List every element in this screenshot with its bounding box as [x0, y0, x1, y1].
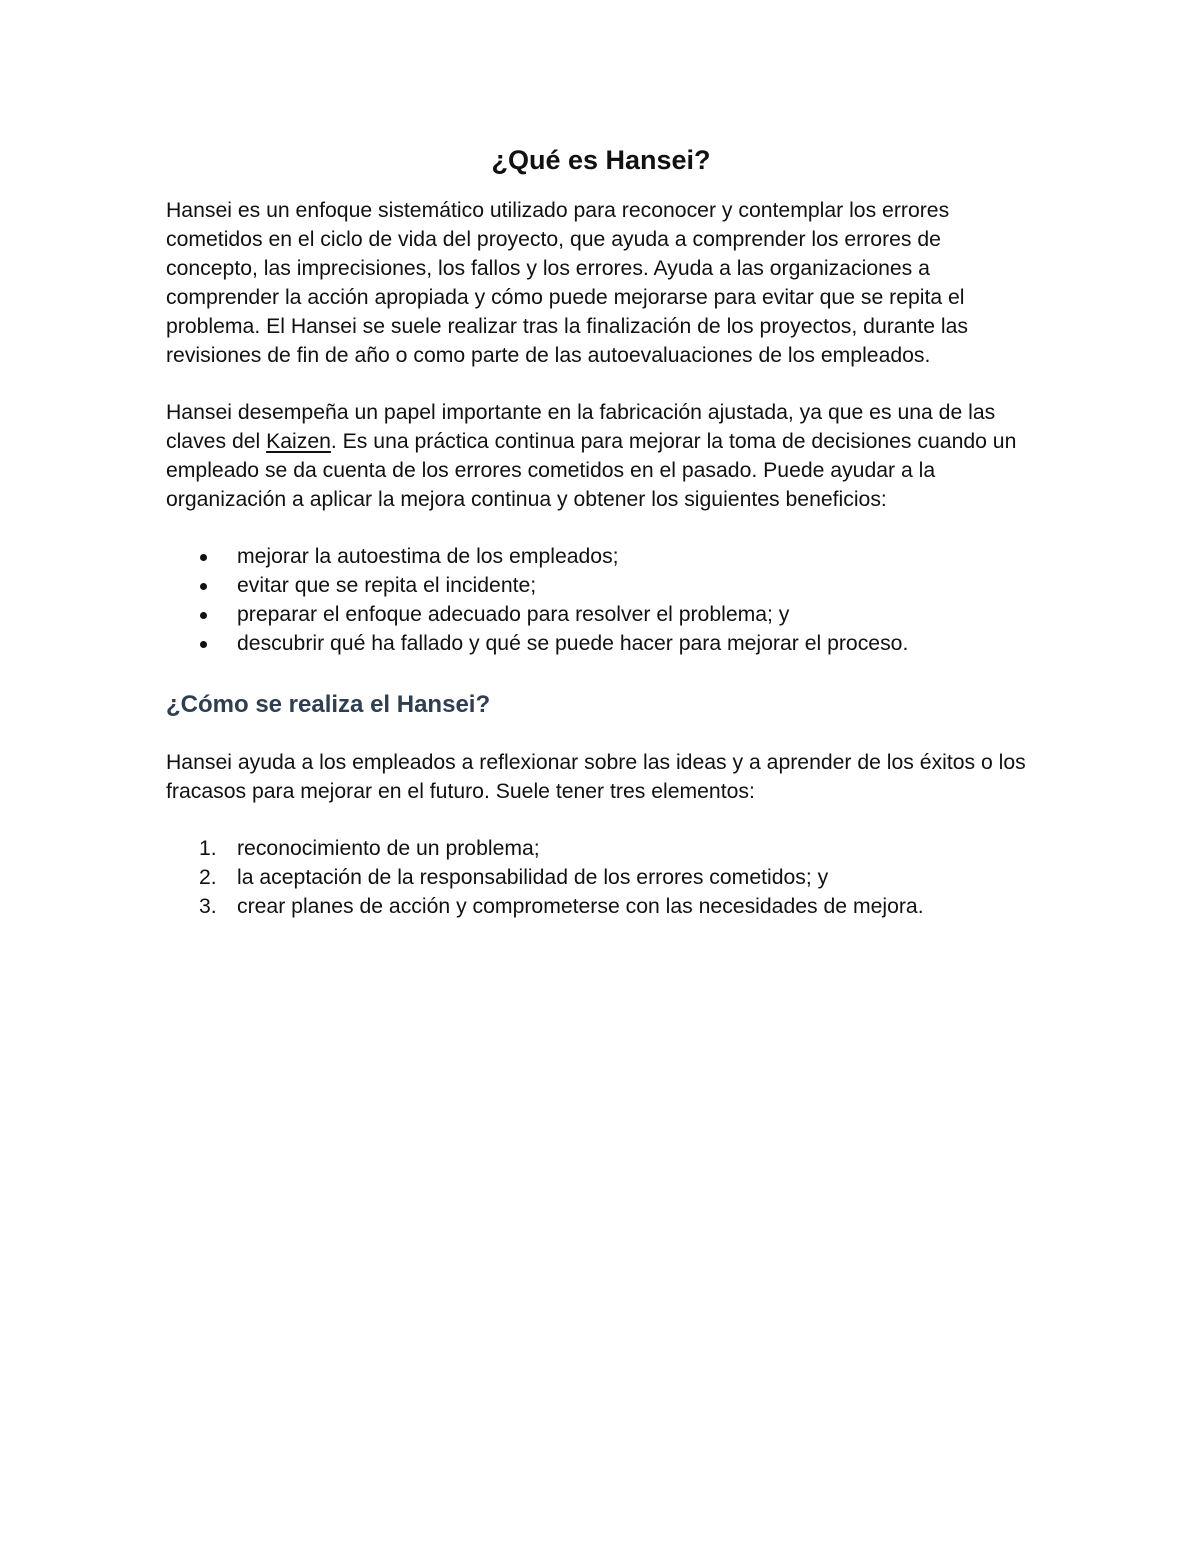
list-item-text: mejorar la autoestima de los empleados; — [237, 545, 619, 568]
steps-list — [166, 834, 1036, 921]
kaizen-paragraph-lead: Hansei desempeña un papel importante en la fabricación ajustada, ya que es una de las claves del — [166, 401, 996, 453]
bullet-icon — [200, 554, 207, 561]
list-item-text: descubrir qué ha fallado y qué se puede hacer para mejorar el proceso. — [237, 632, 909, 655]
list-item-text: crear planes de acción y comprometerse con las necesidades de mejora. — [237, 895, 924, 918]
kaizen-paragraph — [166, 398, 1036, 514]
kaizen-link[interactable]: Kaizen — [266, 430, 331, 453]
list-item-text: la aceptación de la responsabilidad de los errores cometidos; y — [237, 866, 829, 889]
intro-paragraph: Hansei es un enfoque sistemático utilizado para reconocer y contemplar los errores cometidos en el ciclo de vida del proyecto, que ayuda a comprender los errores de concepto, las imprecisiones, los fallos y los errores. Ayuda a las organizaciones a comprender la acción apropiada y cómo puede mejorarse para evitar que se repita el problema. El Hansei se suele realizar tras la finalización de los proyectos, durante las revisiones de fin de año o como parte de las autoevaluaciones de los empleados. — [166, 199, 969, 367]
section-paragraph: Hansei ayuda a los empleados a reflexionar sobre las ideas y a aprender de los éxitos o los fracasos para mejorar en el futuro. Suele tener tres elementos: — [166, 751, 1026, 803]
list-item — [166, 629, 1036, 658]
kaizen-paragraph-rest: . Es una práctica continua para mejorar la toma de decisiones cuando un empleado se da cuenta de los errores cometidos en el pasado. Puede ayudar a la organización a aplicar la mejora continua y obtener los siguientes beneficios: — [166, 430, 1017, 511]
bullet-icon — [200, 612, 207, 619]
list-item — [166, 542, 1036, 571]
list-item — [166, 892, 1036, 921]
benefits-list — [166, 542, 1036, 658]
list-item — [166, 571, 1036, 600]
list-item-text: preparar el enfoque adecuado para resolver el problema; y — [237, 603, 790, 626]
list-item — [166, 600, 1036, 629]
bullet-icon — [200, 583, 207, 590]
step-number: 1. — [199, 837, 217, 860]
document-content — [166, 140, 1036, 921]
list-item — [166, 863, 1036, 892]
list-item — [166, 834, 1036, 863]
list-item-text: reconocimiento de un problema; — [237, 837, 540, 860]
step-number: 2. — [199, 866, 217, 889]
step-number: 3. — [199, 895, 217, 918]
list-item-text: evitar que se repita el incidente; — [237, 574, 537, 597]
section-heading: ¿Cómo se realiza el Hansei? — [166, 691, 491, 718]
page-title: ¿Qué es Hansei? — [491, 145, 711, 175]
bullet-icon — [200, 641, 207, 648]
